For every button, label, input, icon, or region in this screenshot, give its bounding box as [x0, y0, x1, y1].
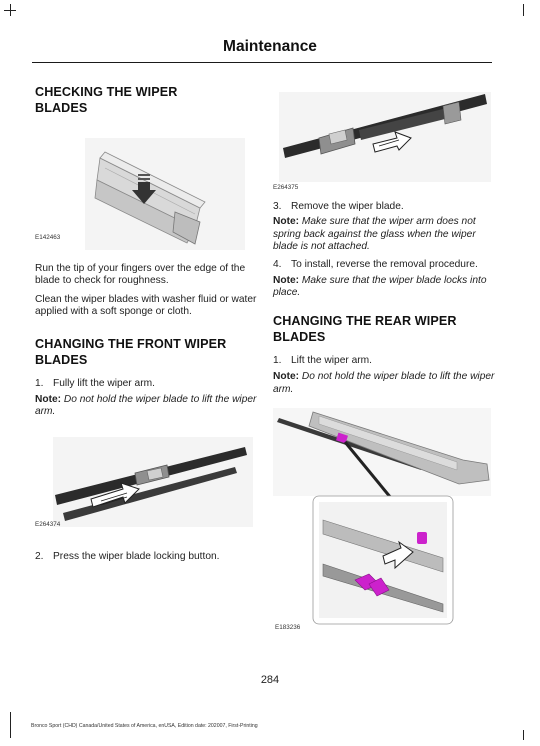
note-spring-back: [273, 216, 495, 253]
crop-mark-bottom-right-v: [523, 730, 524, 740]
step-text: Remove the wiper blade.: [291, 201, 404, 212]
crop-mark-top-left-h: [4, 10, 16, 11]
crop-mark-top-right-v: [523, 4, 524, 16]
note-label: Note:: [273, 275, 300, 287]
figure-wiper-check: [35, 128, 257, 252]
section-heading-front: CHANGING THE FRONT WIPER BLADES: [35, 336, 227, 367]
paragraph-clean-blades: Clean the wiper blades with washer fluid or water applied with a soft sponge or cloth.: [35, 293, 257, 318]
crop-mark-bottom-left-v: [10, 712, 11, 738]
step-number: 1.: [273, 354, 282, 366]
note-text: Do not hold the wiper blade to lift the wiper arm.: [35, 394, 257, 418]
note-text: Do not hold the wiper blade to lift the wiper arm.: [273, 371, 495, 395]
section-heading-rear: CHANGING THE REAR WIPER BLADES: [273, 313, 457, 344]
figure-rear-wiper: [273, 408, 495, 632]
note-label: Note:: [273, 216, 300, 228]
step-3-front: [273, 201, 495, 213]
wiper-blade-edge-illustration: [35, 128, 257, 252]
figure-id: E142463: [35, 234, 61, 241]
step-number: 4.: [273, 258, 282, 270]
figure-id: E183236: [275, 624, 301, 632]
step-2-front: [35, 551, 257, 563]
section-heading-checking: CHECKING THE WIPER BLADES: [35, 85, 178, 115]
figure-id: E264374: [35, 520, 61, 528]
step-4-front: [273, 259, 495, 271]
left-column: [35, 84, 257, 563]
step-text: To install, reverse the removal procedure.: [291, 258, 478, 270]
wiper-lock-button-illustration: [35, 433, 257, 529]
print-info: Bronco Sport (CHD) Canada/United States of America, enUSA, Edition date: 202007, First-Printing: [31, 723, 258, 729]
rear-wiper-illustration: [273, 408, 495, 628]
step-number: 1.: [35, 377, 44, 389]
note-text: Make sure that the wiper arm does not spring back against the glass when the wiper blade is not attached.: [273, 216, 476, 253]
note-rear: [273, 371, 495, 396]
page-title: Maintenance: [223, 38, 317, 55]
paragraph-check-roughness: Run the tip of your fingers over the edge of the blade to check for roughness.: [35, 263, 246, 287]
note-front: [35, 394, 257, 419]
page-number: 284: [260, 674, 280, 686]
step-text: Lift the wiper arm.: [291, 354, 372, 366]
step-1-rear: [273, 355, 495, 367]
figure-press-lock: [35, 433, 257, 529]
note-locks: [273, 275, 495, 300]
step-text: Fully lift the wiper arm.: [53, 377, 155, 389]
step-number: 2.: [35, 550, 44, 562]
figure-id: E264375: [273, 184, 299, 191]
wiper-remove-illustration: [273, 90, 495, 184]
step-number: 3.: [273, 201, 282, 212]
figure-remove-blade: [273, 90, 495, 200]
note-label: Note:: [273, 371, 300, 383]
right-column: [273, 90, 495, 632]
note-label: Note:: [35, 394, 62, 406]
header-divider: [32, 62, 492, 63]
step-text: Press the wiper blade locking button.: [53, 550, 220, 562]
step-1-front: [35, 378, 257, 390]
note-text: Make sure that the wiper blade locks into place.: [273, 275, 487, 299]
